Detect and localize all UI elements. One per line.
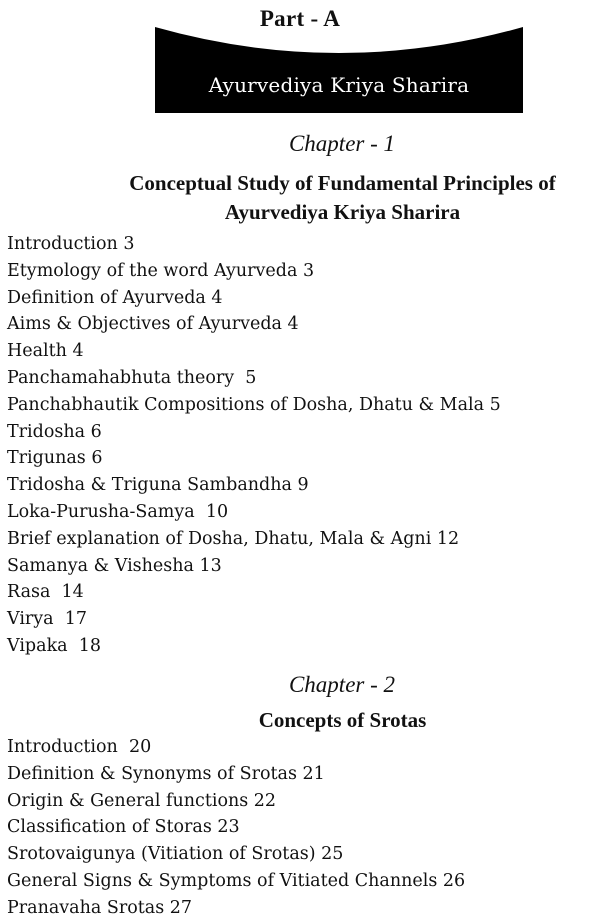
- toc-entry: Aims & Objectives of Ayurveda 4: [7, 314, 299, 335]
- part-banner: [155, 27, 523, 113]
- chapter-2-entries: [7, 734, 465, 922]
- toc-entry: Introduction 3: [7, 234, 135, 254]
- toc-entry: Tridosha & Triguna Sambandha 9: [7, 475, 309, 496]
- toc-entry: Definition & Synonyms of Srotas 21: [7, 763, 325, 784]
- chapter-2-title-line-1: Concepts of Srotas: [258, 708, 427, 732]
- toc-entry: Definition of Ayurveda 4: [7, 287, 223, 308]
- toc-entry: Origin & General functions 22: [7, 790, 277, 811]
- toc-entry: Loka-Purusha-Samya 10: [7, 501, 229, 522]
- toc-entry: Tridosha 6: [7, 421, 102, 442]
- toc-entry: Virya 17: [7, 609, 88, 630]
- toc-entry: Srotovaigunya (Vitiation of Srotas) 25: [7, 844, 344, 865]
- toc-entry: General Signs & Symptoms of Vitiated Channels 26: [7, 870, 466, 891]
- chapter-2-label: Chapter - 2: [288, 672, 396, 697]
- toc-entry: Pranavaha Srotas 27: [7, 897, 193, 918]
- chapter-1-entries: [7, 231, 501, 660]
- chapter-2-title: [70, 706, 600, 735]
- toc-entry: Panchamahabhuta theory 5: [7, 367, 257, 388]
- toc-entry: Health 4: [7, 341, 84, 362]
- banner-title: Ayurvediya Kriya Sharira: [208, 73, 470, 97]
- toc-entry: Brief explanation of Dosha, Dhatu, Mala & Agni 12: [7, 528, 460, 549]
- toc-entry: Classification of Storas 23: [7, 817, 240, 838]
- toc-entry: Panchabhautik Compositions of Dosha, Dhatu & Mala 5: [7, 394, 501, 415]
- toc-entry: Vipaka 18: [7, 635, 101, 656]
- toc-entry: Rasa 14: [7, 582, 84, 603]
- toc-entry: Etymology of the word Ayurveda 3: [7, 260, 315, 281]
- banner-shape: [155, 27, 523, 113]
- chapter-1-label: Chapter - 1: [288, 131, 396, 156]
- toc-entry: Trigunas 6: [7, 448, 103, 469]
- part-heading: Part - A: [259, 6, 341, 31]
- toc-entry: Samanya & Vishesha 13: [7, 555, 222, 576]
- toc-entry: Introduction 20: [7, 737, 152, 757]
- chapter-1-title-line-2: Ayurvediya Kriya Sharira: [224, 200, 461, 224]
- chapter-1-title: [70, 169, 600, 227]
- chapter-1-title-line-1: Conceptual Study of Fundamental Principles of: [129, 171, 556, 195]
